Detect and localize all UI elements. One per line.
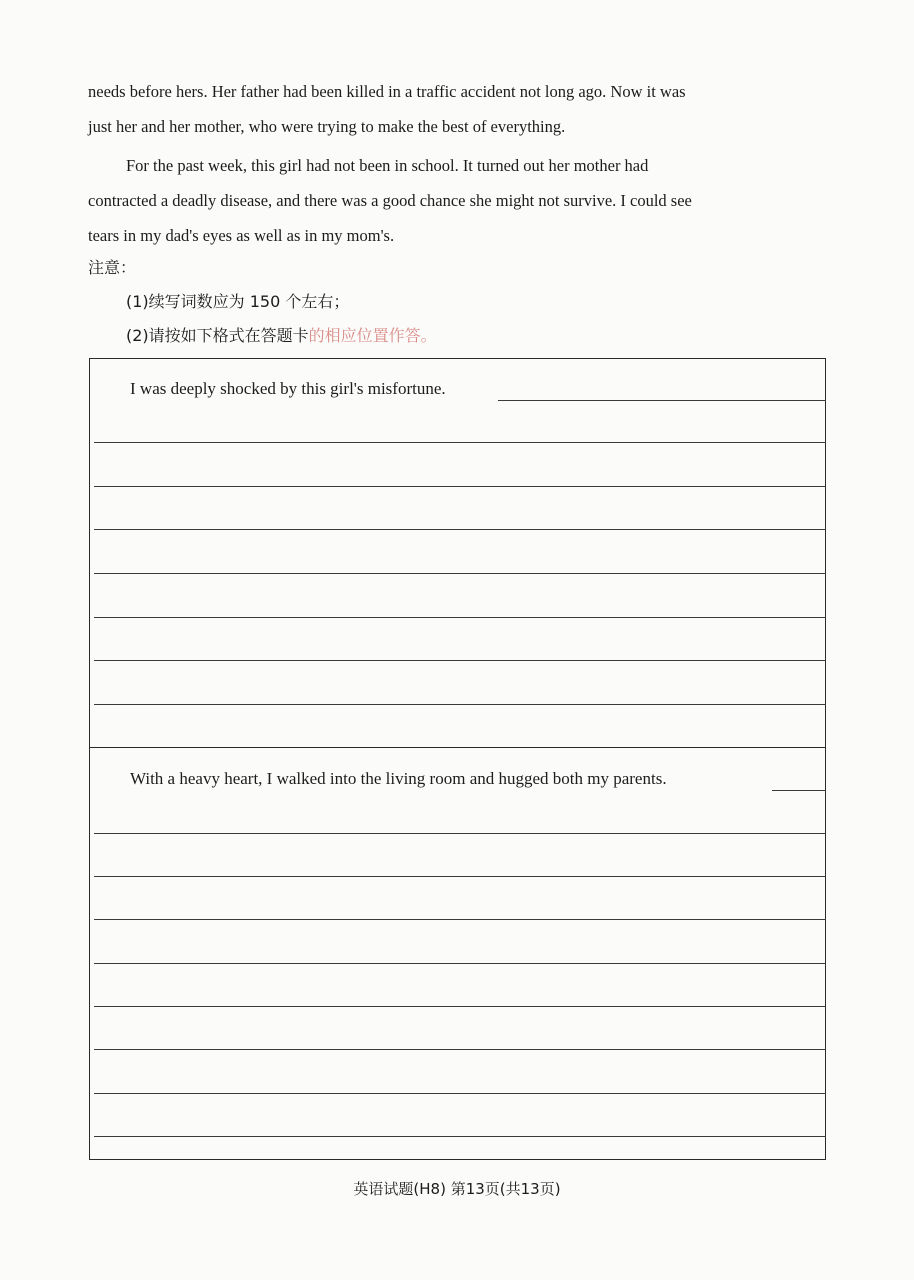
writing-line[interactable] [94, 919, 826, 920]
notes-label: 注意： [88, 258, 137, 277]
writing-line[interactable] [94, 1049, 826, 1050]
section-divider [89, 747, 826, 748]
continuation-prompt-2: With a heavy heart, I walked into the living room and hugged both my parents. [130, 769, 667, 788]
continuation-prompt-1: I was deeply shocked by this girl's misfortune. [130, 379, 446, 398]
writing-line[interactable] [94, 1136, 826, 1137]
writing-line[interactable] [94, 617, 826, 618]
passage-line: For the past week, this girl had not been in school. It turned out her mother had [126, 156, 649, 175]
answer-box [89, 358, 826, 1160]
note-item-format [126, 324, 437, 348]
writing-line[interactable] [94, 963, 826, 964]
passage-line: tears in my dad's eyes as well as in my mom's. [88, 226, 395, 245]
passage-line: contracted a deadly disease, and there was a good chance she might not survive. I could see [88, 191, 692, 210]
passage-line: just her and her mother, who were trying to make the best of everything. [88, 117, 566, 136]
note-item-word-count: (1)续写词数应为 150 个左右； [126, 292, 350, 311]
page-footer: 英语试题(H8) 第13页(共13页) [353, 1180, 561, 1198]
passage-line: needs before hers. Her father had been killed in a traffic accident not long ago. Now it was [88, 82, 686, 101]
writing-line[interactable] [498, 400, 826, 401]
writing-line[interactable] [94, 442, 826, 443]
passage-paragraph-1 [88, 74, 832, 144]
writing-line[interactable] [94, 573, 826, 574]
note-item-format-text: (2)请按如下格式在答题卡 [126, 326, 309, 345]
note-item-format-stamped-text: 的相应位置作答。 [308, 326, 437, 345]
passage-paragraph-2 [88, 148, 832, 253]
writing-line[interactable] [772, 790, 826, 791]
writing-line[interactable] [94, 876, 826, 877]
writing-line[interactable] [94, 660, 826, 661]
writing-line[interactable] [94, 1006, 826, 1007]
writing-line[interactable] [94, 833, 826, 834]
writing-line[interactable] [94, 1093, 826, 1094]
writing-line[interactable] [94, 529, 826, 530]
writing-line[interactable] [94, 486, 826, 487]
writing-line[interactable] [94, 704, 826, 705]
